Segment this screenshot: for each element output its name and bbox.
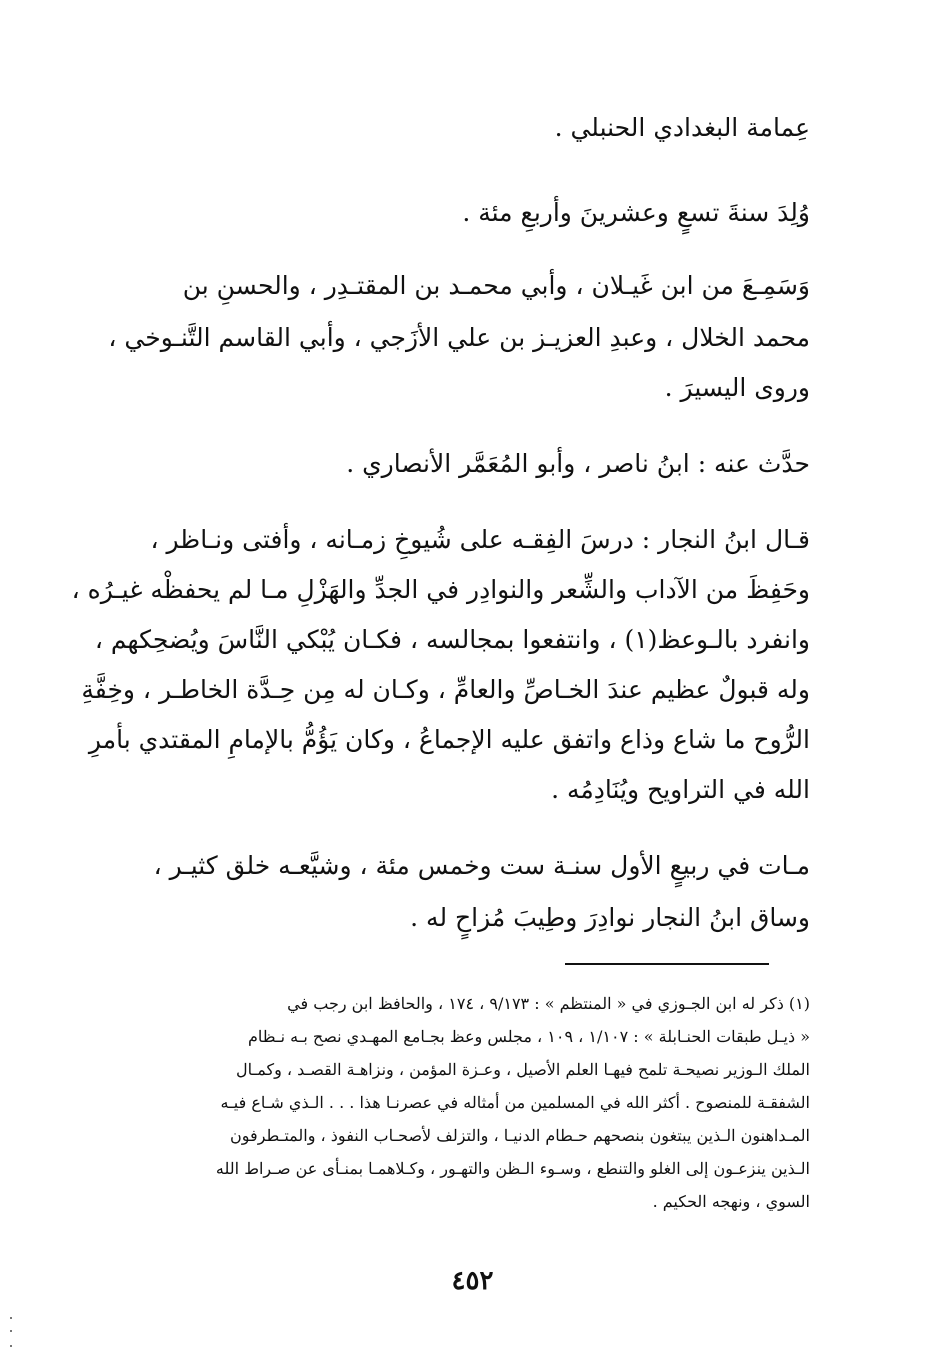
footnote-line-2: « ذيـل طبقات الحنـابلة » : ١/١٠٧ ، ١٠٩ ، مجلس وعظ بجـامع المهـدي نصح بـه نـظام bbox=[247, 1027, 810, 1046]
body-line-ibn-najjar-4: وله قبولٌ عظيم عندَ الخـاصِّ والعامِّ ، وكـان له مِن حِـدَّة الخاطـر ، وخِفَّةِ bbox=[81, 675, 810, 704]
footnote-line-4: الشفقـة للمنصوح . أكثر الله في المسلمين من أمثاله في عصرنـا هذا . . . الـذي شـاع فيـه bbox=[220, 1093, 810, 1112]
footnote-line-1: (١) ذكر له ابن الجـوزي في « المنتظم » : ٩/١٧٣ ، ١٧٤ ، والحافظ ابن رجب في bbox=[287, 994, 810, 1013]
footnote-line-7: السوي ، ونهجه الحكيم . bbox=[652, 1192, 810, 1211]
body-line-ibn-najjar-2: وحَفِظَ من الآداب والشِّعر والنوادِر في الجدِّ والهَزْلِ مـا لم يحفظْه غيـرُه ، bbox=[71, 575, 810, 604]
footnote-line-6: الـذين ينزعـون إلى الغلو والتنطع ، وسـوء الـظن والتهـور ، وكـلاهمـا بمنـأى عن صـراط الله bbox=[215, 1159, 810, 1178]
body-line-heard-3: وروى اليسيرَ . bbox=[664, 373, 810, 402]
page-number: ٤٥٢ bbox=[451, 1266, 494, 1296]
scan-speck bbox=[10, 1345, 12, 1347]
body-line-death-1: مـات في ربيعٍ الأول سنـة ست وخمس مئة ، وشيَّعـه خلق كثيـر ، bbox=[153, 851, 810, 880]
body-line-death-2: وساق ابنُ النجار نوادِرَ وطِيبَ مُزاحٍ له . bbox=[410, 903, 810, 932]
body-line-heard-2: محمد الخلال ، وعبدِ العزيـز بن علي الأزَجي ، وأبي القاسم التَّنـوخي ، bbox=[108, 323, 810, 352]
body-line-ibn-najjar-3: وانفرد بالـوعظ(١) ، وانتفعوا بمجالسه ، فكـان يُبْكي النَّاسَ ويُضحِكهم ، bbox=[94, 625, 810, 654]
body-line-ibn-najjar-6: الله في التراويح ويُنَادِمُه . bbox=[551, 775, 810, 804]
footnote-separator bbox=[565, 963, 769, 965]
scan-speck bbox=[10, 1317, 12, 1319]
body-line-header-continuation: عِمامة البغدادي الحنبلي . bbox=[554, 113, 810, 142]
body-line-heard-1: وَسَمِـعَ من ابن غَيـلان ، وأبي محمـد بن المقتـدِر ، والحسنِ بن bbox=[182, 271, 810, 300]
body-line-narrators: حدَّث عنه : ابنُ ناصر ، وأبو المُعَمَّر الأنصاري . bbox=[346, 449, 810, 478]
footnote-line-3: الملك الـوزير نصيحـة تلمح فيهـا العلم الأصيل ، وعـزة المؤمن ، ونزاهـة القصـد ، وكمـال bbox=[236, 1060, 810, 1079]
body-line-ibn-najjar-5: الرُّوح ما شاع وذاع واتفق عليه الإجماعُ ، وكان يَؤُمُّ بالإمامِ المقتدي بأمرِ bbox=[88, 725, 810, 754]
scan-speck bbox=[10, 1330, 12, 1332]
footnote-line-5: المـداهنون الـذين يبتغون بنصحهم حـطام الدنيـا ، والتزلف لأصحـاب النفوذ ، والمتـطرفون bbox=[230, 1126, 810, 1145]
body-line-ibn-najjar-1: قـال ابنُ النجار : درسَ الفِقـه على شُيوخِ زمـانه ، وأفتى ونـاظر ، bbox=[150, 525, 810, 554]
body-line-birth: وُلِدَ سنةَ تسعٍ وعشرينَ وأربعِ مئة . bbox=[462, 198, 810, 227]
